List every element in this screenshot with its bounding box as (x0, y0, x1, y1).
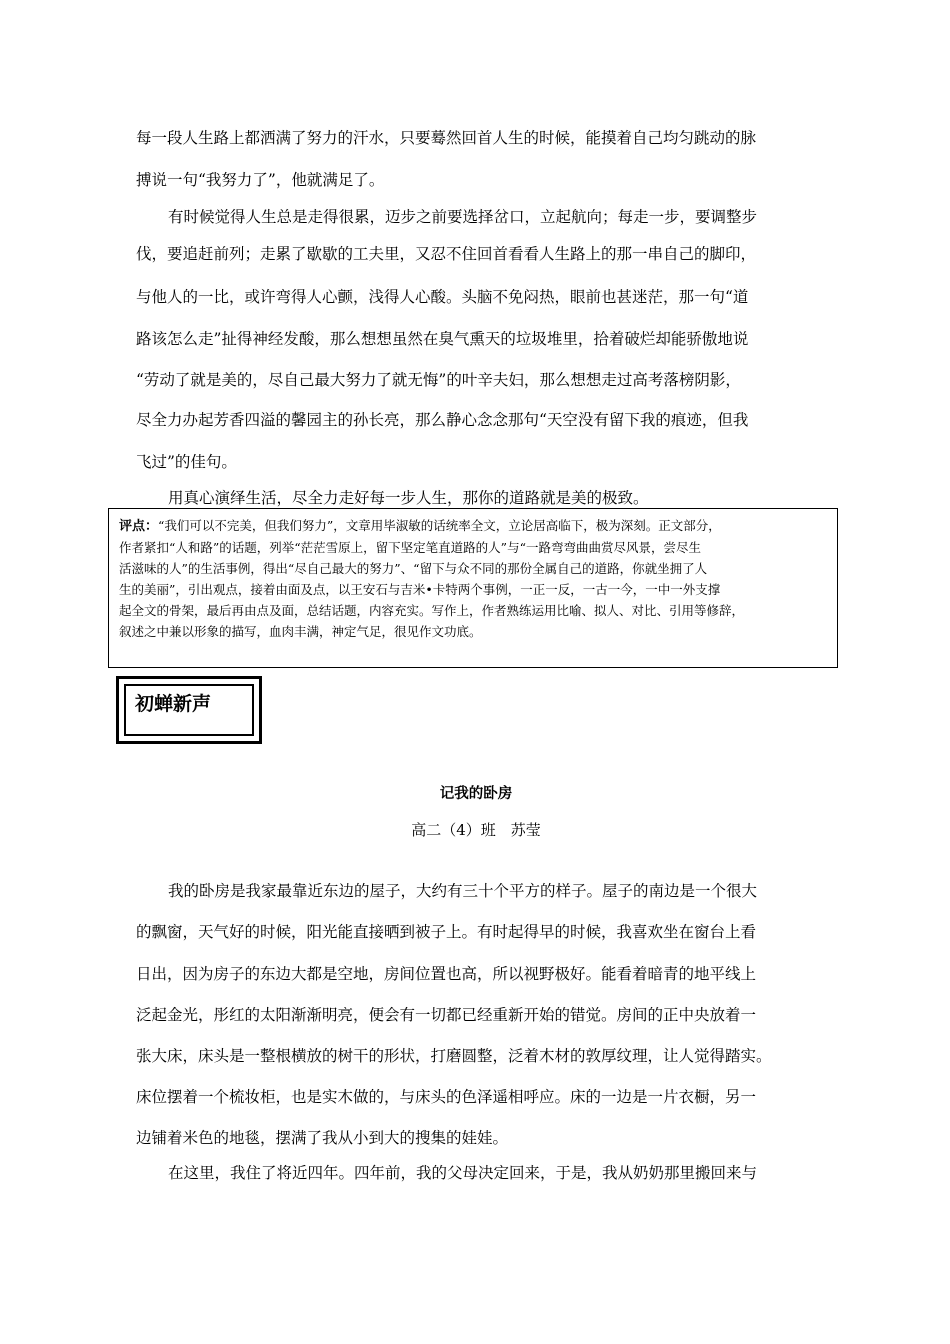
text-line: 日出，因为房子的东边大都是空地，房间位置也高，所以视野极好。能看着暗青的地平线上 (136, 965, 757, 983)
text-line: 用真心演绎生活，尽全力走好每一步人生，那你的道路就是美的极致。 (168, 489, 649, 507)
review-line: 生的美丽”，引出观点，接着由面及点，以王安石与吉米•卡特两个事例，一正一反，一古一今，一中一外支撑 (119, 582, 721, 597)
article-author: 高二（4）班 苏莹 (411, 821, 541, 839)
review-label: 评点： (119, 519, 159, 534)
section-title: 初蝉新声 (135, 693, 212, 715)
section-heading-box (116, 676, 262, 744)
text-line: 在这里，我住了将近四年。四年前，我的父母决定回来，于是，我从奶奶那里搬回来与 (168, 1164, 758, 1182)
text-line: 尽全力办起芳香四溢的馨园主的孙长亮，那么静心念念那句“天空没有留下我的痕迹，但我 (136, 411, 749, 429)
text-line: 泛起金光，彤红的太阳渐渐明亮，便会有一切都已经重新开始的错觉。房间的正中央放着一 (136, 1006, 757, 1024)
review-text: “我们可以不完美，但我们努力”，文章用毕淑敏的话统率全文，立论居高临下，极为深刻。正文部分， (158, 518, 721, 533)
review-line (119, 515, 828, 537)
review-line: 活滋味的人”的生活事例，得出“尽自己最大的努力”、“留下与众不同的那份全属自己的道路，你就坐拥了人 (119, 561, 708, 576)
text-line: 边铺着米色的地毯，摆满了我从小到大的搜集的娃娃。 (136, 1129, 509, 1147)
text-line: “劳动了就是美的，尽自己最大努力了就无悔”的叶辛夫妇，那么想想走过高考落榜阴影， (136, 371, 741, 389)
review-line: 起全文的骨架，最后再由点及面，总结话题，内容充实。写作上，作者熟练运用比喻、拟人、对比、引用等修辞， (119, 603, 745, 618)
text-line: 搏说一句“我努力了”，他就满足了。 (136, 171, 385, 189)
text-line: 飞过”的佳句。 (136, 453, 237, 471)
text-line: 伐，要追赶前列；走累了歇歇的工夫里，又忍不住回首看看人生路上的那一串自己的脚印， (136, 245, 757, 263)
text-line: 张大床，床头是一整根横放的树干的形状，打磨圆整，泛着木材的敦厚纹理，让人觉得踏实。 (136, 1047, 772, 1065)
review-box (108, 508, 838, 668)
text-line: 我的卧房是我家最靠近东边的屋子，大约有三十个平方的样子。屋子的南边是一个很大 (168, 882, 758, 900)
text-line: 有时候觉得人生总是走得很累，迈步之前要选择岔口，立起航向；每走一步，要调整步 (168, 208, 758, 226)
review-line: 叙述之中兼以形象的描写，血肉丰满，神定气足，很见作文功底。 (119, 624, 482, 639)
article-title: 记我的卧房 (439, 786, 513, 802)
text-line: 床位摆着一个梳妆柜，也是实木做的，与床头的色泽遥相呼应。床的一边是一片衣橱，另一 (136, 1088, 757, 1106)
text-line: 的飘窗，天气好的时候，阳光能直接晒到被子上。有时起得早的时候，我喜欢坐在窗台上看 (136, 923, 757, 941)
text-line: 路该怎么走”扯得神经发酸，那么想想虽然在臭气熏天的垃圾堆里，拾着破烂却能骄傲地说 (136, 330, 749, 348)
text-line: 与他人的一比，或许弯得人心颤，浅得人心酸。头脑不免闷热，眼前也甚迷茫，那一句“道 (136, 288, 749, 306)
text-line: 每一段人生路上都洒满了努力的汗水，只要蓦然回首人生的时候，能摸着自己均匀跳动的脉 (136, 129, 757, 147)
review-line: 作者紧扣“人和路”的话题，列举“茫茫雪原上，留下坚定笔直道路的人”与“一路弯弯曲曲赏尽风景，尝尽生 (119, 540, 701, 555)
